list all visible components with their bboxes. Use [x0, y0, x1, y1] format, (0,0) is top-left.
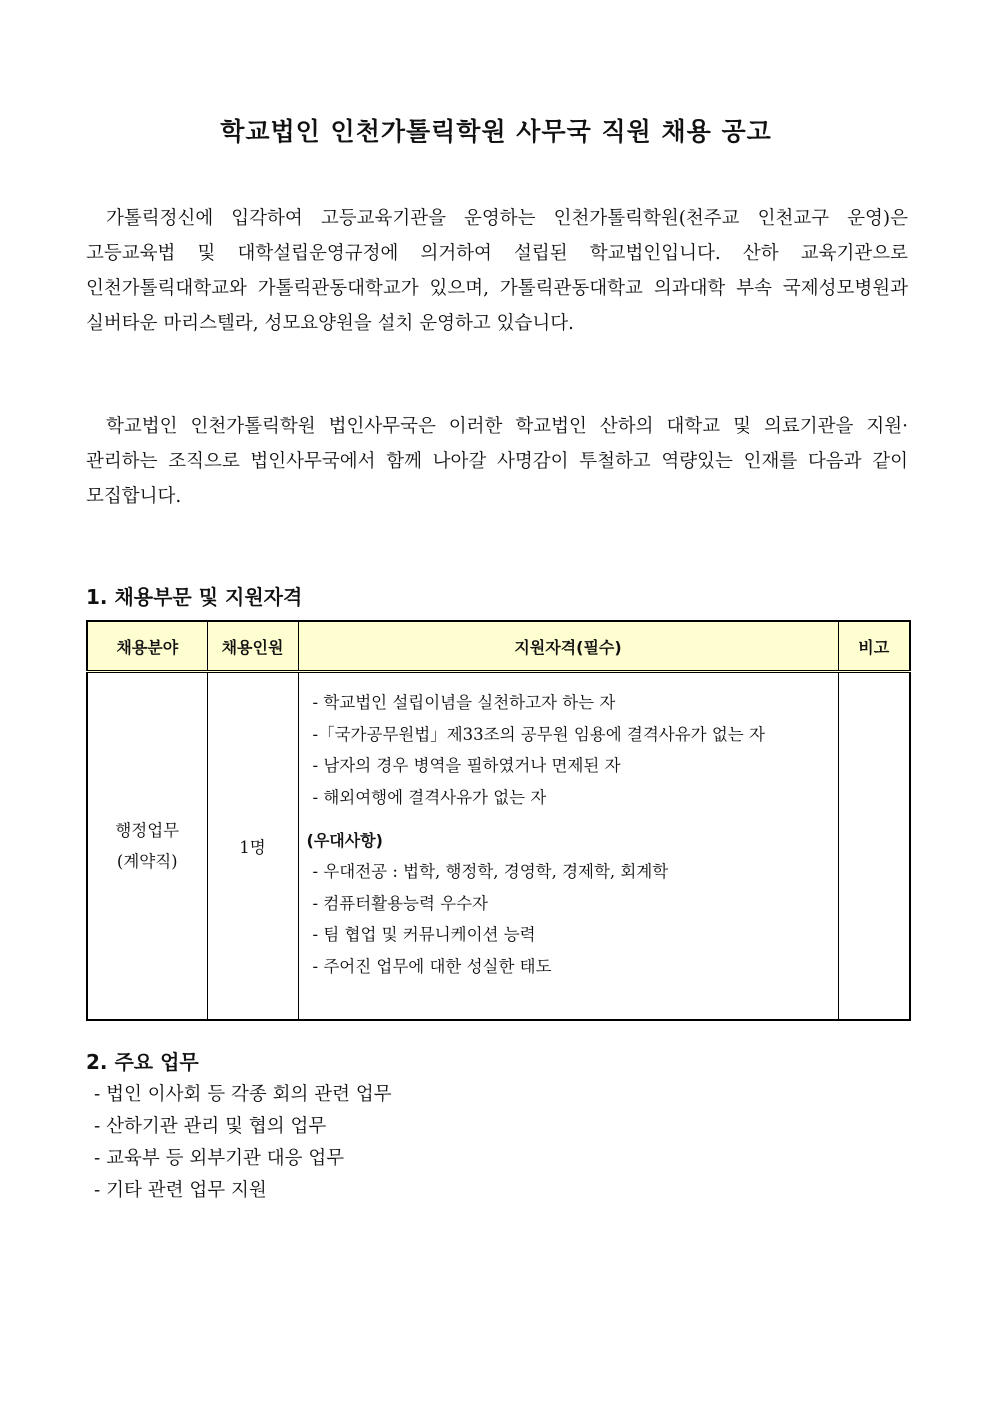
table-header-row: [87, 621, 910, 672]
preferred-item: - 우대전공 : 법학, 행정학, 경영학, 경제학, 회계학: [312, 862, 669, 881]
list-item: - 법인 이사회 등 각종 회의 관련 업무: [94, 1084, 392, 1105]
requirement-item: - 남자의 경우 병역을 필하였거나 면제된 자: [312, 756, 621, 775]
cell-count: 1명: [207, 672, 298, 1021]
document-title: 학교법인 인천가톨릭학원 사무국 직원 채용 공고: [220, 117, 772, 146]
preferred-heading: (우대사항): [306, 831, 383, 850]
preferred-item: - 주어진 업무에 대한 성실한 태도: [312, 956, 552, 976]
list-item: - 기타 관련 업무 지원: [94, 1180, 267, 1201]
cell-qualifications: [298, 672, 838, 1021]
section-1-heading: 1. 채용부문 및 지원자격: [86, 585, 303, 609]
list-item: - 산하기관 관리 및 협의 업무: [94, 1116, 327, 1137]
header-count: 채용인원: [207, 621, 298, 672]
header-qualifications: 지원자격(필수): [298, 621, 838, 672]
preferred-item: - 컴퓨터활용능력 우수자: [312, 893, 488, 913]
cell-field: [87, 672, 207, 1021]
header-note: 비고: [838, 621, 910, 672]
preferred-item: - 팀 협업 및 커뮤니케이션 능력: [312, 925, 536, 944]
header-field: 채용분야: [87, 621, 207, 672]
field-type: (계약직): [116, 852, 178, 871]
list-item: - 교육부 등 외부기관 대응 업무: [94, 1148, 345, 1169]
duties-list: [94, 1079, 392, 1207]
requirement-item: - 해외여행에 결격사유가 없는 자: [312, 787, 547, 807]
field-name: 행정업무: [115, 821, 180, 840]
table-row: [87, 672, 910, 1021]
intro-paragraph-2: 학교법인 인천가톨릭학원 법인사무국은 이러한 학교법인 산하의 대학교 및 의료기관을 지원·관리하는 조직으로 법인사무국에서 함께 나아갈 사명감이 투철하고 역량있는 인재를 다음과 같이 모집합니다.: [86, 416, 908, 507]
requirement-item: -「국가공무원법」제33조의 공무원 임용에 결격사유가 없는 자: [312, 724, 765, 744]
cell-note: [838, 672, 910, 1021]
section-2-heading: 2. 주요 업무: [86, 1050, 199, 1074]
requirement-item: - 학교법인 설립이념을 실천하고자 하는 자: [312, 693, 616, 712]
intro-paragraph-1: 가톨릭정신에 입각하여 고등교육기관을 운영하는 인천가톨릭학원(천주교 인천교구 운영)은 고등교육법 및 대학설립운영규정에 의거하여 설립된 학교법인입니다. 산하 교육기관으로 인천가톨릭대학교와 가톨릭관동대학교가 있으며, 가톨릭관동대학교 의과대학 부속 국제성모병원과 실버타운 마리스텔라, 성모요양원을 설치 운영하고 있습니다.: [86, 208, 908, 334]
recruitment-table: [86, 620, 911, 1021]
